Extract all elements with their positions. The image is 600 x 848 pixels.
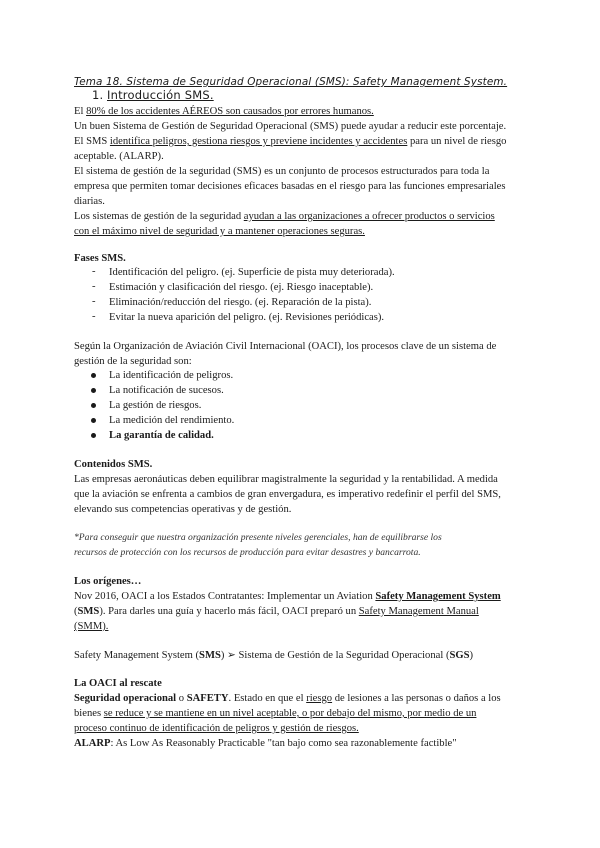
- fase-item: Identificación del peligro. (ej. Superficie de pista muy deteriorada).: [109, 267, 395, 278]
- fases-heading: Fases SMS.: [74, 253, 126, 264]
- bullet-dot: [91, 388, 96, 393]
- proceso-item: La notificación de sucesos.: [109, 385, 224, 396]
- bullet-dot: [91, 403, 96, 408]
- bullet-dot: [91, 433, 96, 438]
- contenidos-heading: Contenidos SMS.: [74, 459, 153, 470]
- proceso-item: La medición del rendimiento.: [109, 415, 235, 426]
- fase-item: Estimación y clasificación del riesgo. (ej. Riesgo inaceptable).: [109, 282, 374, 293]
- intro-line-1: El 80% de los accidentes AÉREOS son causados por errores humanos.: [74, 106, 374, 117]
- intro-line-3: El SMS identifica peligros, gestiona riesgos y previene incidentes y accidentes para un nivel de riesgo: [74, 136, 507, 147]
- fase-item: Eliminación/reducción del riesgo. (ej. Reparación de la pista).: [109, 297, 372, 308]
- rescate-heading: La OACI al rescate: [74, 678, 162, 689]
- origenes-heading: Los orígenes…: [74, 576, 142, 587]
- intro-line-6: empresa que permiten tomar decisiones eficaces basadas en el riesgo para las funciones empresariales: [74, 181, 506, 192]
- dash-bullet: -: [92, 281, 96, 292]
- intro-line-5: El sistema de gestión de la seguridad (SMS) es un conjunto de procesos estructurados para toda la: [74, 166, 490, 177]
- intro-line-7: diarias.: [74, 196, 105, 207]
- section-number: 1.: [92, 88, 104, 102]
- rescate-line-1: Seguridad operacional o SAFETY. Estado en que el riesgo de lesiones a las personas o daños a los: [74, 693, 501, 704]
- origenes-line-2: (SMS). Para darles una guía y hacerlo más fácil, OACI preparó un Safety Management Manual: [74, 606, 479, 617]
- contenidos-line-2: que la aviación se enfrenta a cambios de gran envergadura, es imperativo redefinir el perfil del SMS,: [74, 489, 501, 500]
- proceso-item-calidad: La garantía de calidad.: [109, 430, 214, 441]
- origenes-line-3: (SMM).: [74, 621, 109, 632]
- contenidos-line-3: elevando sus competencias operativas y de gestión.: [74, 504, 292, 515]
- bullet-dot: [91, 373, 96, 378]
- oaci-intro-line-1: Según la Organización de Aviación Civil Internacional (OACI), los procesos clave de un sistema de: [74, 341, 497, 352]
- contenidos-note-line-2: recursos de protección con los recursos de producción para evitar desastres y bancarrota.: [74, 547, 421, 558]
- dash-bullet: -: [92, 311, 96, 322]
- intro-line-4: aceptable. (ALARP).: [74, 151, 164, 162]
- bullet-dot: [91, 418, 96, 423]
- proceso-item: La identificación de peligros.: [109, 370, 234, 381]
- alarp-definition: ALARP: As Low As Reasonably Practicable "tan bajo como sea razonablemente factible": [74, 738, 457, 749]
- page-title: Tema 18. Sistema de Seguridad Operacional (SMS): Safety Management System.: [74, 76, 508, 88]
- proceso-item: La gestión de riesgos.: [109, 400, 202, 411]
- contenidos-note-line-1: *Para conseguir que nuestra organización presente niveles gerenciales, han de equilibrarse los: [74, 532, 442, 543]
- section-heading: Introducción SMS.: [107, 88, 214, 102]
- dash-bullet: -: [92, 296, 96, 307]
- origenes-line-1: Nov 2016, OACI a los Estados Contratantes: Implementar un Aviation Safety Management System: [74, 591, 501, 602]
- sms-sgs-equivalence: Safety Management System (SMS) ➢ Sistema de Gestión de la Seguridad Operacional (SGS): [74, 650, 474, 661]
- oaci-intro-line-2: gestión de la seguridad son:: [74, 356, 192, 367]
- intro-line-8: Los sistemas de gestión de la seguridad ayudan a las organizaciones a ofrecer productos o servicios: [74, 211, 495, 222]
- rescate-line-3: proceso continuo de identificación de peligros y gestión de riesgos.: [74, 723, 359, 734]
- rescate-line-2: bienes se reduce y se mantiene en un nivel aceptable, o por debajo del mismo, por medio de un: [74, 708, 477, 719]
- fase-item: Evitar la nueva aparición del peligro. (ej. Revisiones periódicas).: [109, 312, 385, 323]
- dash-bullet: -: [92, 266, 96, 277]
- intro-line-9: con el máximo nivel de seguridad y a mantener operaciones seguras.: [74, 226, 365, 237]
- contenidos-line-1: Las empresas aeronáuticas deben equilibrar magistralmente la seguridad y la rentabilidad. A medida: [74, 474, 498, 485]
- intro-line-2: Un buen Sistema de Gestión de Seguridad Operacional (SMS) puede ayudar a reducir este porcentaje.: [74, 121, 507, 132]
